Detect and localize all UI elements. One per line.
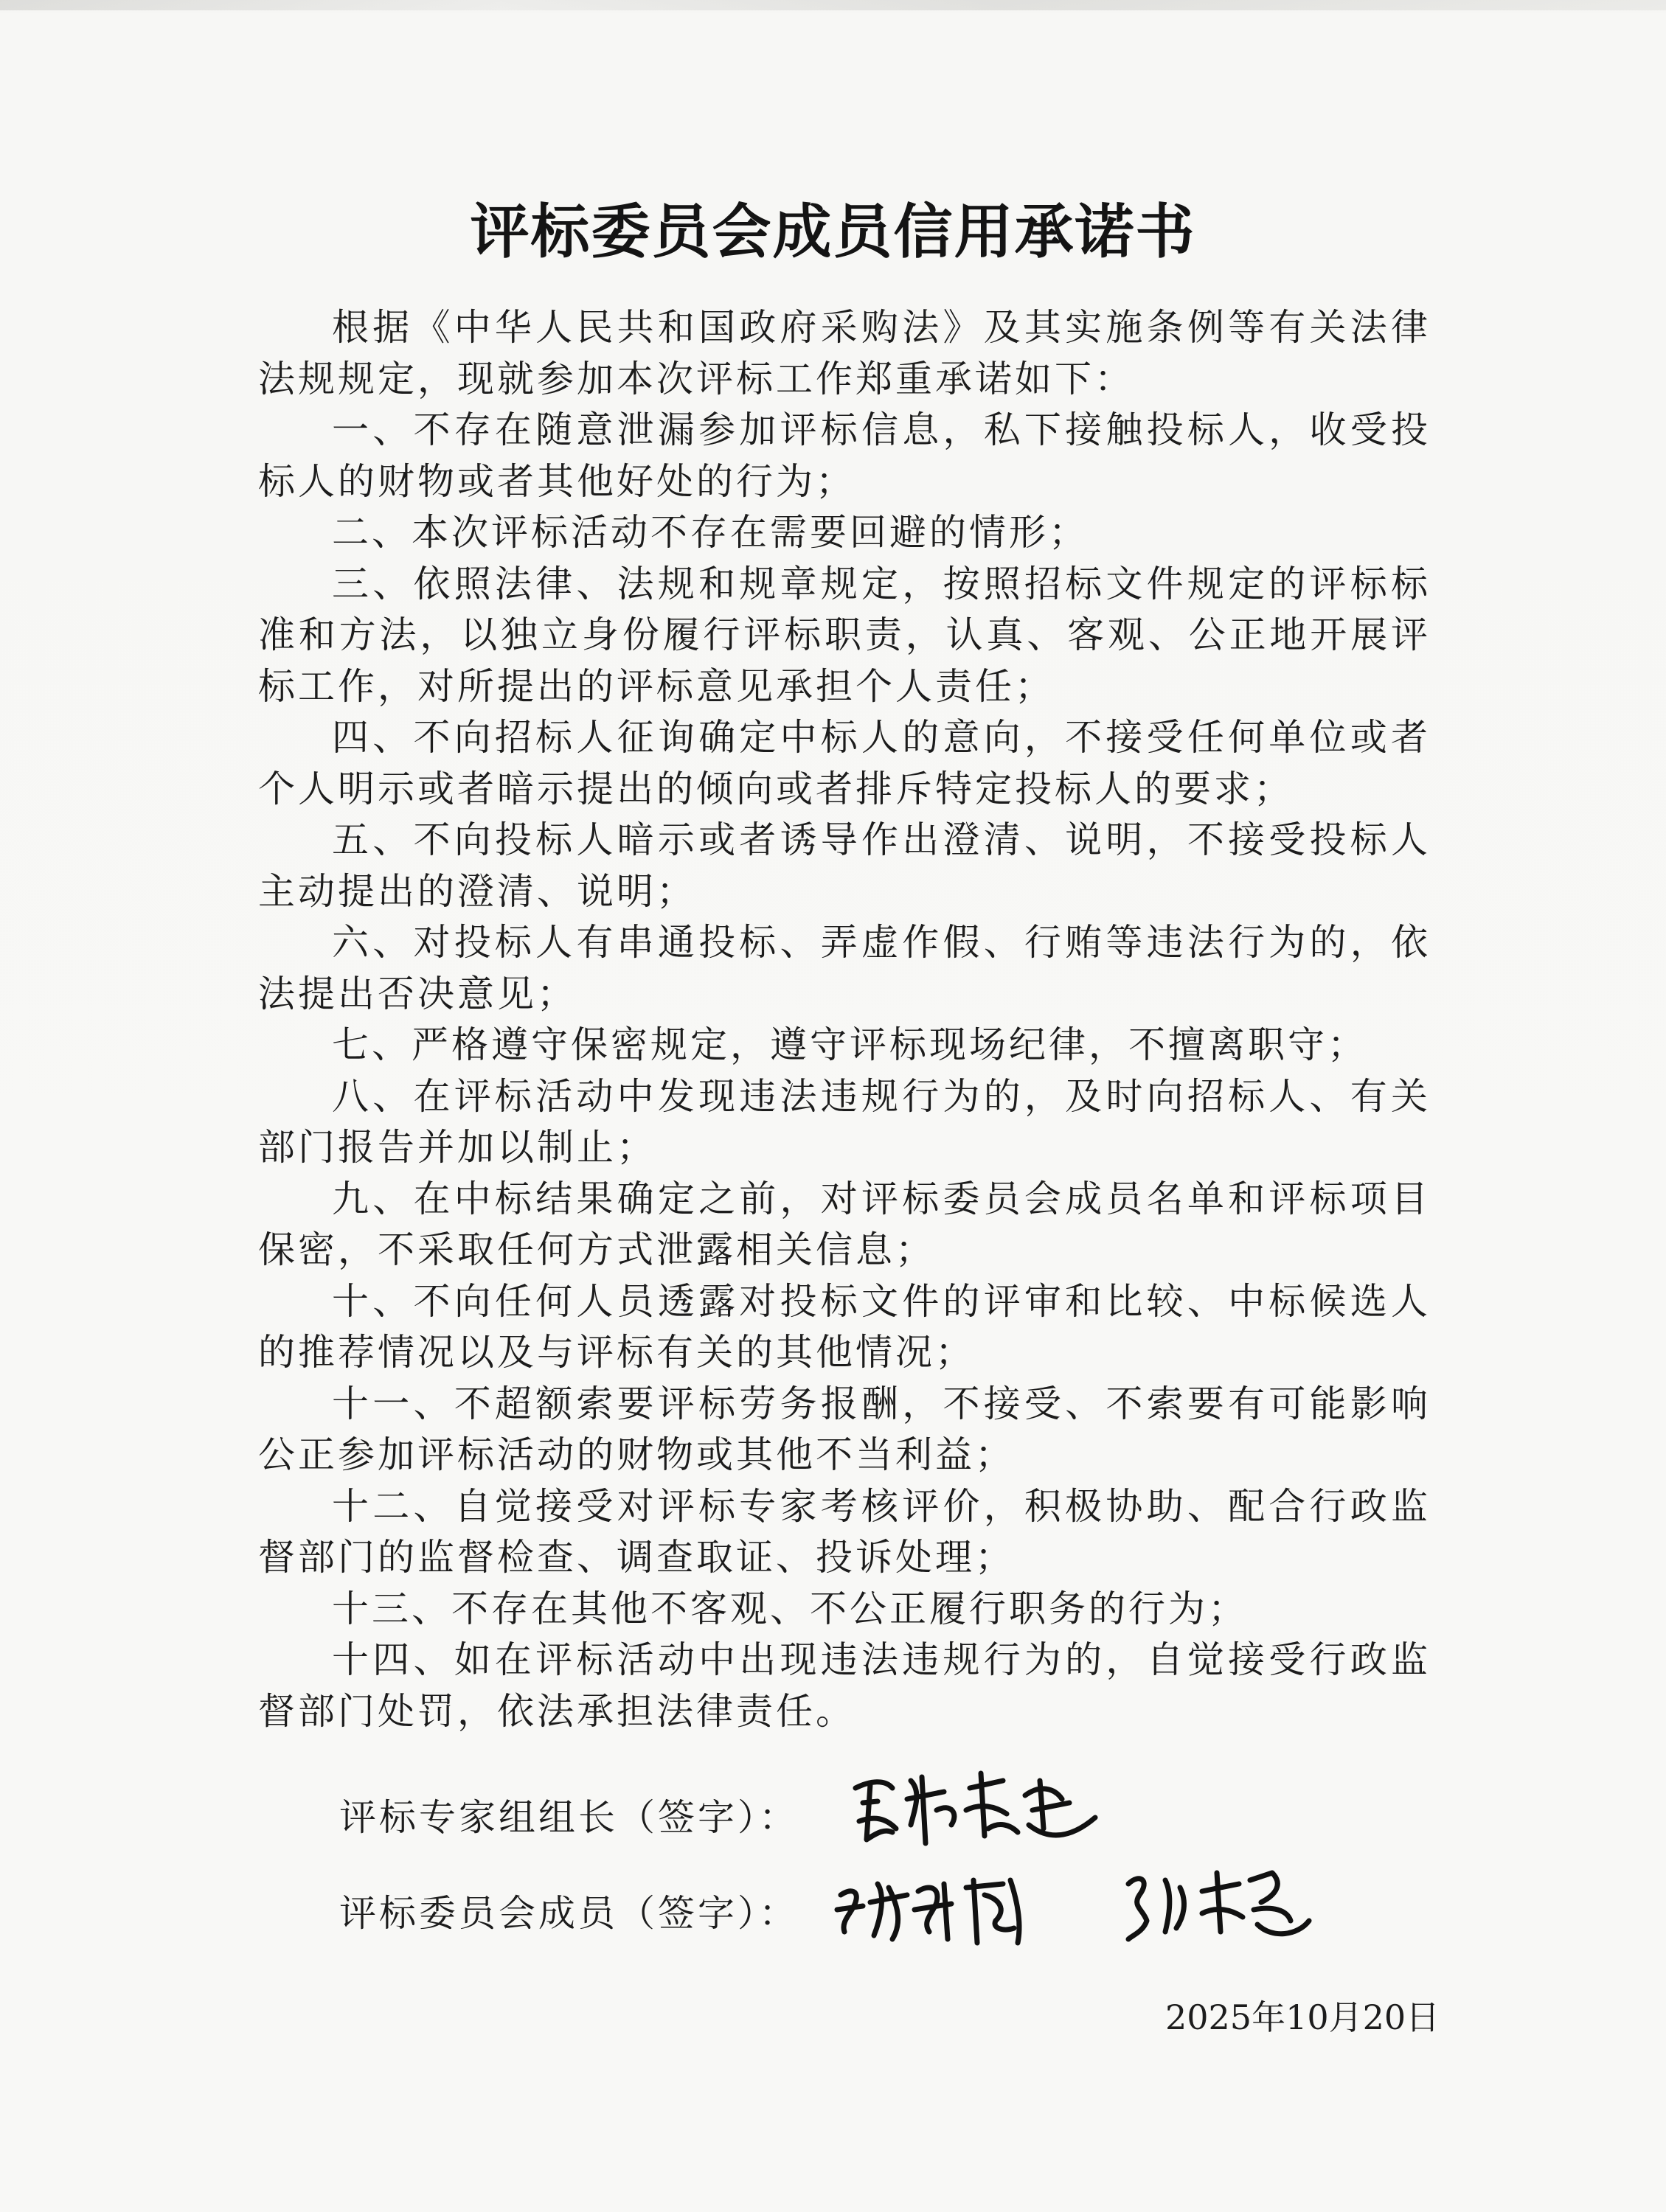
paragraph-item-1: 一、不存在随意泄漏参加评标信息，私下接触投标人，收受投标人的财物或者其他好处的行为；: [258, 408, 1431, 503]
paragraph-item-2: 二、本次评标活动不存在需要回避的情形；: [332, 511, 1089, 554]
paragraph-item-8: 八、在评标活动中发现违法违规行为的，及时向招标人、有关部门报告并加以制止；: [258, 1074, 1431, 1169]
leader-signature: [841, 1759, 1106, 1854]
member-signature-1: [826, 1858, 1047, 1954]
paragraph-item-3: 三、依照法律、法规和规章规定，按照招标文件规定的评标标准和方法，以独立身份履行评标职责，认真、客观、公正地开展评标工作，对所提出的评标意见承担个人责任；: [258, 562, 1431, 708]
paragraph-item-13: 十三、不存在其他不客观、不公正履行职务的行为；: [332, 1587, 1248, 1630]
paragraph-item-5: 五、不向投标人暗示或者诱导作出澄清、说明，不接受投标人主动提出的澄清、说明；: [258, 818, 1431, 913]
paragraph-item-4: 四、不向招标人征询确定中标人的意向，不接受任何单位或者个人明示或者暗示提出的倾向或者排斥特定投标人的要求；: [258, 716, 1431, 810]
paragraph-item-14: 十四、如在评标活动中出现违法违规行为的，自觉接受行政监督部门处罚，依法承担法律责任。: [258, 1638, 1431, 1733]
leader-signature-label: 评标专家组组长（签字）：: [339, 1796, 799, 1839]
paragraph-item-10: 十、不向任何人员透露对投标文件的评审和比较、中标候选人的推荐情况以及与评标有关的其他情况；: [258, 1279, 1431, 1374]
members-signature-label: 评标委员会成员（签字）：: [339, 1892, 799, 1935]
paragraph-item-7: 七、严格遵守保密规定，遵守评标现场纪律，不擅离职守；: [332, 1023, 1367, 1066]
paragraph-intro: 根据《中华人民共和国政府采购法》及其实施条例等有关法律法规规定，现就参加本次评标工作郑重承诺如下：: [258, 306, 1431, 400]
paragraph-item-6: 六、对投标人有串通投标、弄虚作假、行贿等违法行为的，依法提出否决意见；: [258, 921, 1431, 1015]
member-signature-2: [1114, 1851, 1320, 1954]
scan-edge: [0, 0, 1666, 10]
document-date: 2025年10月20日: [1165, 1997, 1440, 2037]
paragraph-item-12: 十二、自觉接受对评标专家考核评价，积极协助、配合行政监督部门的监督检查、调查取证、投诉处理；: [258, 1484, 1431, 1579]
paragraph-item-11: 十一、不超额索要评标劳务报酬，不接受、不索要有可能影响公正参加评标活动的财物或其他不当利益；: [258, 1382, 1431, 1476]
document-body: [258, 302, 1431, 1737]
paragraph-item-9: 九、在中标结果确定之前，对评标委员会成员名单和评标项目保密，不采取任何方式泄露相关信息；: [258, 1177, 1431, 1271]
document-title: 评标委员会成员信用承诺书: [470, 198, 1196, 266]
